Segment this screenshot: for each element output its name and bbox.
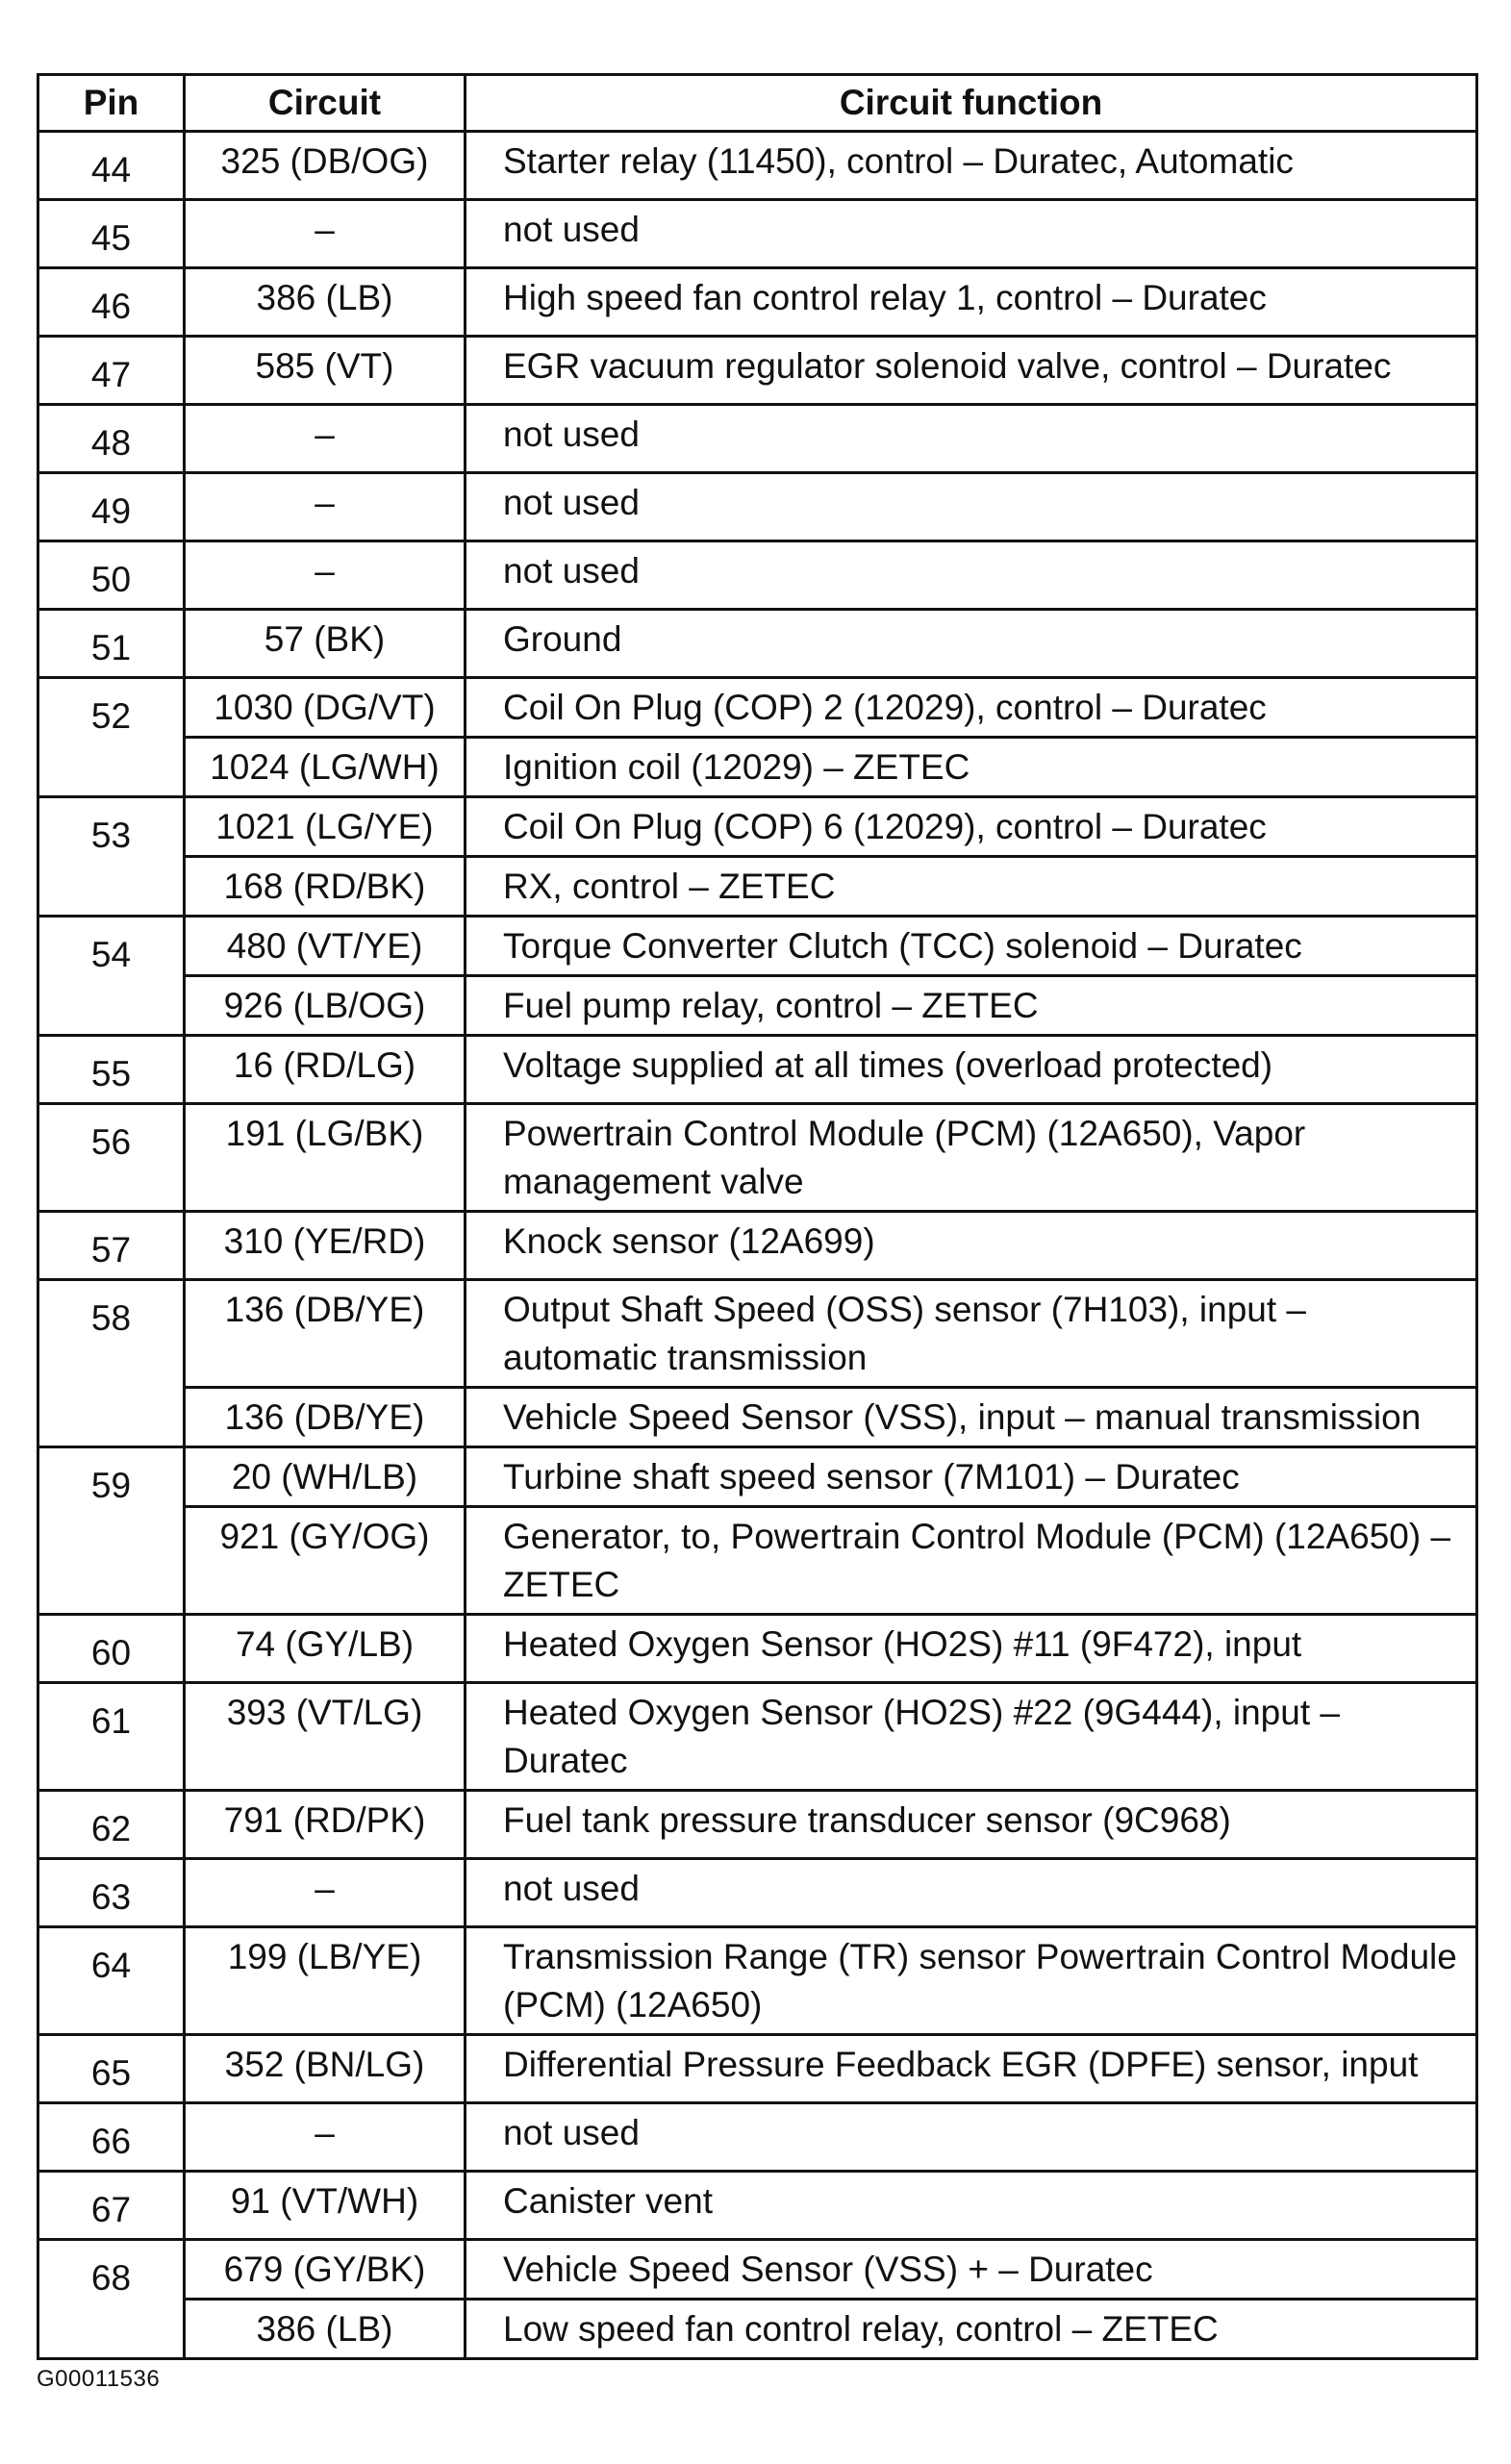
circuit-code: 585 (VT) <box>185 337 466 405</box>
circuit-code: 480 (VT/YE) <box>185 917 466 976</box>
circuit-code: 325 (DB/OG) <box>185 132 466 200</box>
circuit-code: 386 (LB) <box>185 2300 466 2359</box>
circuit-function: Transmission Range (TR) sensor Powertrain Control Module (PCM) (12A650) <box>466 1927 1477 2035</box>
circuit-function: Ground <box>466 610 1477 678</box>
circuit-function: Vehicle Speed Sensor (VSS), input – manual transmission <box>466 1388 1477 1447</box>
circuit-function: not used <box>466 473 1477 541</box>
table-row <box>38 2103 1477 2172</box>
circuit-code: 168 (RD/BK) <box>185 857 466 917</box>
table-row <box>38 1212 1477 1280</box>
pin-number: 60 <box>38 1615 185 1683</box>
circuit-code: 921 (GY/OG) <box>185 1507 466 1615</box>
table-row <box>38 1280 1477 1388</box>
pin-number: 56 <box>38 1104 185 1212</box>
circuit-code: – <box>185 1859 466 1927</box>
table-row <box>38 1791 1477 1859</box>
pin-number: 55 <box>38 1036 185 1104</box>
pin-number: 48 <box>38 405 185 473</box>
circuit-function: not used <box>466 1859 1477 1927</box>
header-row <box>38 75 1477 132</box>
table-body <box>38 132 1477 2359</box>
pin-number: 62 <box>38 1791 185 1859</box>
circuit-code: – <box>185 2103 466 2172</box>
circuit-function: Heated Oxygen Sensor (HO2S) #11 (9F472), input <box>466 1615 1477 1683</box>
table-row <box>38 2172 1477 2240</box>
table-row <box>38 405 1477 473</box>
pin-number: 45 <box>38 200 185 268</box>
table-header <box>38 75 1477 132</box>
pin-number: 47 <box>38 337 185 405</box>
pin-number: 53 <box>38 797 185 917</box>
circuit-function: not used <box>466 200 1477 268</box>
table-row <box>38 1447 1477 1507</box>
table-row <box>38 857 1477 917</box>
pin-number: 58 <box>38 1280 185 1447</box>
table-row <box>38 2035 1477 2103</box>
table-row <box>38 797 1477 857</box>
table-row <box>38 678 1477 738</box>
circuit-code: 57 (BK) <box>185 610 466 678</box>
circuit-function: Generator, to, Powertrain Control Module (PCM) (12A650) – ZETEC <box>466 1507 1477 1615</box>
pin-number: 59 <box>38 1447 185 1615</box>
pin-number: 65 <box>38 2035 185 2103</box>
pin-number: 51 <box>38 610 185 678</box>
circuit-code: 136 (DB/YE) <box>185 1388 466 1447</box>
pin-number: 57 <box>38 1212 185 1280</box>
pin-number: 49 <box>38 473 185 541</box>
table-row <box>38 1388 1477 1447</box>
pin-number: 46 <box>38 268 185 337</box>
circuit-function: Heated Oxygen Sensor (HO2S) #22 (9G444), input – Duratec <box>466 1683 1477 1791</box>
table-row <box>38 541 1477 610</box>
table-row <box>38 337 1477 405</box>
circuit-function: Ignition coil (12029) – ZETEC <box>466 738 1477 797</box>
circuit-function: not used <box>466 2103 1477 2172</box>
pin-number: 67 <box>38 2172 185 2240</box>
circuit-code: 1021 (LG/YE) <box>185 797 466 857</box>
circuit-code: 926 (LB/OG) <box>185 976 466 1036</box>
circuit-code: 393 (VT/LG) <box>185 1683 466 1791</box>
pin-number: 54 <box>38 917 185 1036</box>
circuit-code: 310 (YE/RD) <box>185 1212 466 1280</box>
circuit-function: not used <box>466 405 1477 473</box>
circuit-function: Fuel pump relay, control – ZETEC <box>466 976 1477 1036</box>
circuit-function: EGR vacuum regulator solenoid valve, control – Duratec <box>466 337 1477 405</box>
circuit-code: 386 (LB) <box>185 268 466 337</box>
table-row <box>38 1615 1477 1683</box>
table-row <box>38 200 1477 268</box>
circuit-code: 1030 (DG/VT) <box>185 678 466 738</box>
circuit-code: 136 (DB/YE) <box>185 1280 466 1388</box>
circuit-function: High speed fan control relay 1, control – Duratec <box>466 268 1477 337</box>
circuit-code: – <box>185 541 466 610</box>
circuit-function: not used <box>466 541 1477 610</box>
table-row <box>38 132 1477 200</box>
circuit-function: Coil On Plug (COP) 6 (12029), control – Duratec <box>466 797 1477 857</box>
circuit-function: Low speed fan control relay, control – ZETEC <box>466 2300 1477 2359</box>
circuit-code: 352 (BN/LG) <box>185 2035 466 2103</box>
table-row <box>38 268 1477 337</box>
circuit-code: 1024 (LG/WH) <box>185 738 466 797</box>
circuit-code: – <box>185 405 466 473</box>
table-row <box>38 1507 1477 1615</box>
circuit-function: RX, control – ZETEC <box>466 857 1477 917</box>
pin-number: 50 <box>38 541 185 610</box>
pin-circuit-table <box>37 73 1478 2360</box>
circuit-function: Canister vent <box>466 2172 1477 2240</box>
circuit-code: 16 (RD/LG) <box>185 1036 466 1104</box>
table-row <box>38 2240 1477 2300</box>
pin-number: 63 <box>38 1859 185 1927</box>
circuit-code: 20 (WH/LB) <box>185 1447 466 1507</box>
circuit-function: Powertrain Control Module (PCM) (12A650), Vapor management valve <box>466 1104 1477 1212</box>
circuit-code: 91 (VT/WH) <box>185 2172 466 2240</box>
circuit-code: 791 (RD/PK) <box>185 1791 466 1859</box>
circuit-code: – <box>185 200 466 268</box>
circuit-function: Voltage supplied at all times (overload protected) <box>466 1036 1477 1104</box>
circuit-function: Differential Pressure Feedback EGR (DPFE) sensor, input <box>466 2035 1477 2103</box>
table-row <box>38 1104 1477 1212</box>
table-row <box>38 1683 1477 1791</box>
circuit-code: 191 (LG/BK) <box>185 1104 466 1212</box>
pin-number: 64 <box>38 1927 185 2035</box>
circuit-code: 74 (GY/LB) <box>185 1615 466 1683</box>
circuit-function: Coil On Plug (COP) 2 (12029), control – Duratec <box>466 678 1477 738</box>
table-row <box>38 1036 1477 1104</box>
circuit-function: Fuel tank pressure transducer sensor (9C968) <box>466 1791 1477 1859</box>
circuit-code: 679 (GY/BK) <box>185 2240 466 2300</box>
circuit-function: Output Shaft Speed (OSS) sensor (7H103), input – automatic transmission <box>466 1280 1477 1388</box>
header-circuit-function: Circuit function <box>466 75 1477 132</box>
circuit-code: – <box>185 473 466 541</box>
pin-number: 61 <box>38 1683 185 1791</box>
header-pin: Pin <box>38 75 185 132</box>
table-row <box>38 1859 1477 1927</box>
table-row <box>38 2300 1477 2359</box>
pin-number: 44 <box>38 132 185 200</box>
table-row <box>38 473 1477 541</box>
circuit-code: 199 (LB/YE) <box>185 1927 466 2035</box>
pin-number: 68 <box>38 2240 185 2359</box>
table-row <box>38 976 1477 1036</box>
table-row <box>38 1927 1477 2035</box>
header-circuit: Circuit <box>185 75 466 132</box>
figure-code: G00011536 <box>37 2366 161 2392</box>
circuit-function: Torque Converter Clutch (TCC) solenoid – Duratec <box>466 917 1477 976</box>
circuit-function: Turbine shaft speed sensor (7M101) – Duratec <box>466 1447 1477 1507</box>
table-row <box>38 738 1477 797</box>
pin-number: 52 <box>38 678 185 797</box>
table-row <box>38 917 1477 976</box>
circuit-function: Knock sensor (12A699) <box>466 1212 1477 1280</box>
circuit-function: Starter relay (11450), control – Duratec, Automatic <box>466 132 1477 200</box>
pin-number: 66 <box>38 2103 185 2172</box>
table-row <box>38 610 1477 678</box>
circuit-function: Vehicle Speed Sensor (VSS) + – Duratec <box>466 2240 1477 2300</box>
